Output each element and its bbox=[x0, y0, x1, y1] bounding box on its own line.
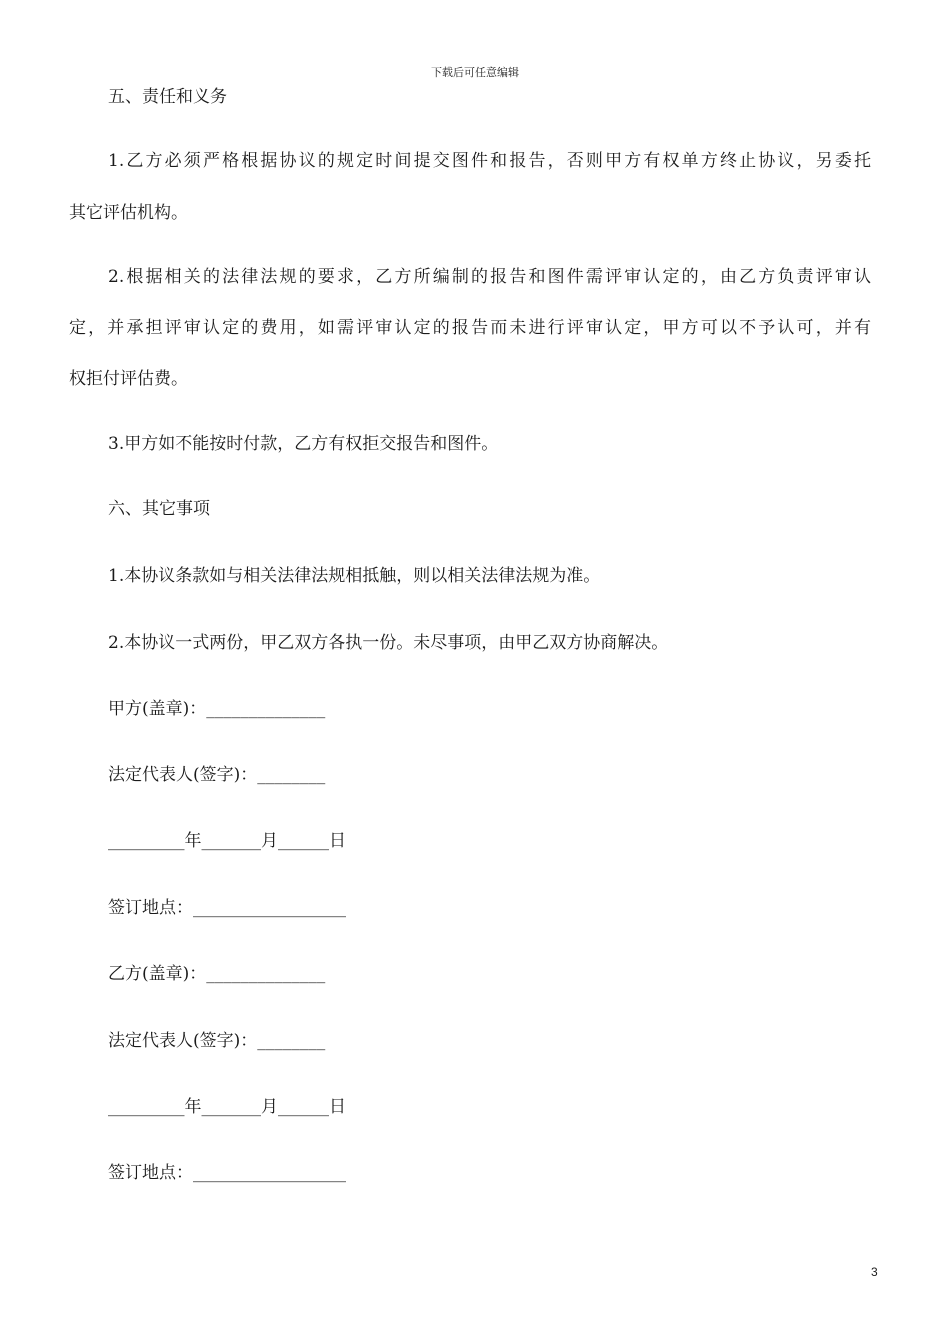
page-header: 下载后可任意编辑 bbox=[431, 66, 519, 79]
section-6-item-1: 1.本协议条款如与相关法律法规相抵触，则以相关法律法规为准。 bbox=[108, 566, 601, 586]
party-b-seal-field: 乙方(盖章)：______________ bbox=[108, 964, 326, 984]
party-b-place-field: 签订地点：__________________ bbox=[108, 1163, 346, 1183]
section-5-item-2-line-2: 定，并承担评审认定的费用，如需评审认定的报告而未进行评审认定，甲方可以不予认可，并有 bbox=[69, 318, 871, 338]
section-5-item-1-line-2: 其它评估机构。 bbox=[69, 203, 188, 223]
section-5-item-2-line-1: 2.根据相关的法律法规的要求，乙方所编制的报告和图件需评审认定的，由乙方负责评审认 bbox=[108, 267, 871, 287]
section-5-item-1-line-1: 1.乙方必须严格根据协议的规定时间提交图件和报告，否则甲方有权单方终止协议，另委托 bbox=[108, 151, 871, 171]
party-a-place-field: 签订地点：__________________ bbox=[108, 898, 346, 918]
party-b-representative-field: 法定代表人(签字)：________ bbox=[108, 1031, 326, 1051]
party-a-seal-field: 甲方(盖章)：______________ bbox=[108, 699, 326, 719]
section-5-item-2-line-3: 权拒付评估费。 bbox=[69, 369, 188, 389]
section-6-title: 六、其它事项 bbox=[108, 499, 210, 519]
party-b-date-field: _________年_______月______日 bbox=[108, 1097, 346, 1117]
section-5-item-3: 3.甲方如不能按时付款，乙方有权拒交报告和图件。 bbox=[108, 434, 499, 454]
party-a-representative-field: 法定代表人(签字)：________ bbox=[108, 765, 326, 785]
party-a-date-field: _________年_______月______日 bbox=[108, 831, 346, 851]
section-5-title: 五、责任和义务 bbox=[108, 87, 227, 107]
section-6-item-2: 2.本协议一式两份，甲乙双方各执一份。未尽事项，由甲乙双方协商解决。 bbox=[108, 633, 669, 653]
page-number: 3 bbox=[871, 1265, 878, 1279]
